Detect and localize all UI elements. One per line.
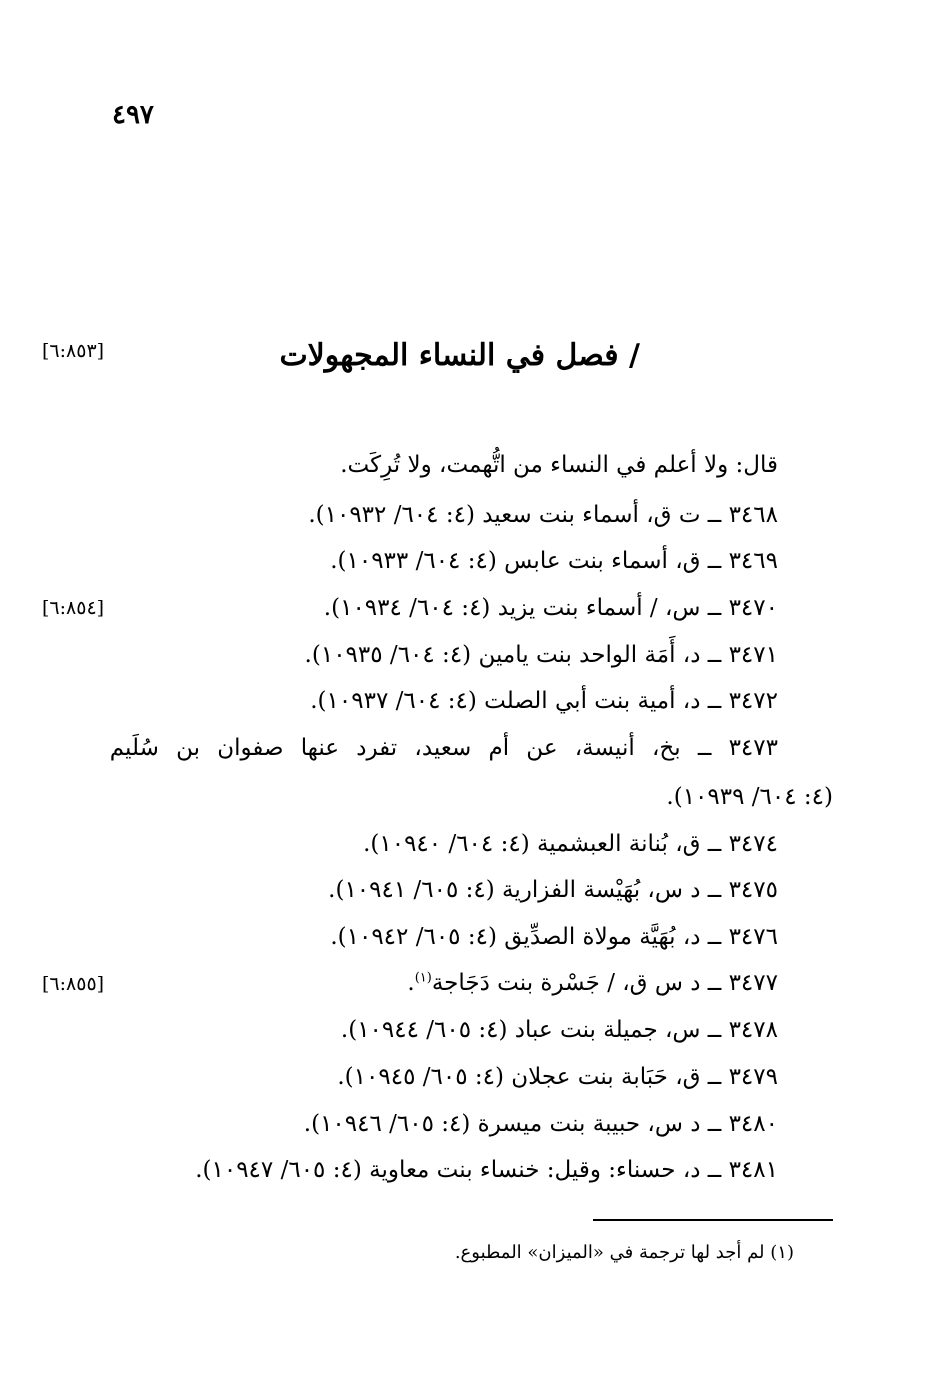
entry-3473-continuation: (٤: ٦٠٤/ ١٠٩٣٩). [666, 784, 833, 810]
entry-3480: ٣٤٨٠ ــ د س، حبيبة بنت ميسرة (٤: ٦٠٥/ ١٠٩٤٦). [303, 1111, 778, 1137]
entry-3477-text: ٣٤٧٧ ــ د س ق، / جَسْرة بنت دَجَاجة [431, 970, 778, 996]
entry-3476: ٣٤٧٦ ــ د، بُهَيَّة مولاة الصدِّيق (٤: ٦٠٥/ ١٠٩٤٢). [330, 924, 778, 950]
entry-3477-period: . [407, 970, 415, 996]
entry-3481: ٣٤٨١ ــ د، حسناء: وقيل: خنساء بنت معاوية (٤: ٦٠٥/ ١٠٩٤٧). [195, 1157, 778, 1183]
entry-3478: ٣٤٧٨ ــ س، جميلة بنت عباد (٤: ٦٠٥/ ١٠٩٤٤). [340, 1017, 778, 1043]
entry-3468: ٣٤٦٨ ــ ت ق، أسماء بنت سعيد (٤: ٦٠٤/ ١٠٩٣٢). [308, 502, 778, 528]
margin-reference: [٦:٨٥٥] [42, 973, 105, 995]
intro-text: قال: ولا أعلم في النساء من اتُّهمت، ولا تُرِكَت. [340, 452, 778, 478]
section-title: / فصل في النساء المجهولات [279, 338, 640, 373]
footnote-divider [593, 1219, 833, 1221]
entry-3479: ٣٤٧٩ ــ ق، حَبَابة بنت عجلان (٤: ٦٠٥/ ١٠٩٤٥). [337, 1064, 778, 1090]
margin-reference: [٦:٨٥٤] [42, 597, 105, 619]
page-number: ٤٩٧ [112, 100, 154, 130]
footnote: (١) لم أجد لها ترجمة في «الميزان» المطبوع. [454, 1242, 794, 1263]
margin-reference: [٦:٨٥٣] [42, 340, 105, 362]
entry-3470: ٣٤٧٠ ــ س، / أسماء بنت يزيد (٤: ٦٠٤/ ١٠٩٣٤). [323, 595, 778, 621]
entry-3473: ٣٤٧٣ ــ بخ، أنيسة، عن أم سعيد، تفرد عنها صفوان بن سُلَيم [109, 735, 778, 761]
entry-3472: ٣٤٧٢ ــ د، أمية بنت أبي الصلت (٤: ٦٠٤/ ١٠٩٣٧). [310, 688, 778, 714]
footnote-marker: (١) [414, 970, 432, 986]
entry-3477 [407, 970, 778, 996]
entry-3471: ٣٤٧١ ــ د، أَمَة الواحد بنت يامين (٤: ٦٠٤/ ١٠٩٣٥). [304, 642, 778, 668]
entry-3469: ٣٤٦٩ ــ ق، أسماء بنت عابس (٤: ٦٠٤/ ١٠٩٣٣). [330, 548, 778, 574]
entry-3475: ٣٤٧٥ ــ د س، بُهَيْسة الفزارية (٤: ٦٠٥/ ١٠٩٤١). [328, 877, 778, 903]
entry-3474: ٣٤٧٤ ــ ق، بُنانة العبشمية (٤: ٦٠٤/ ١٠٩٤٠). [363, 831, 778, 857]
